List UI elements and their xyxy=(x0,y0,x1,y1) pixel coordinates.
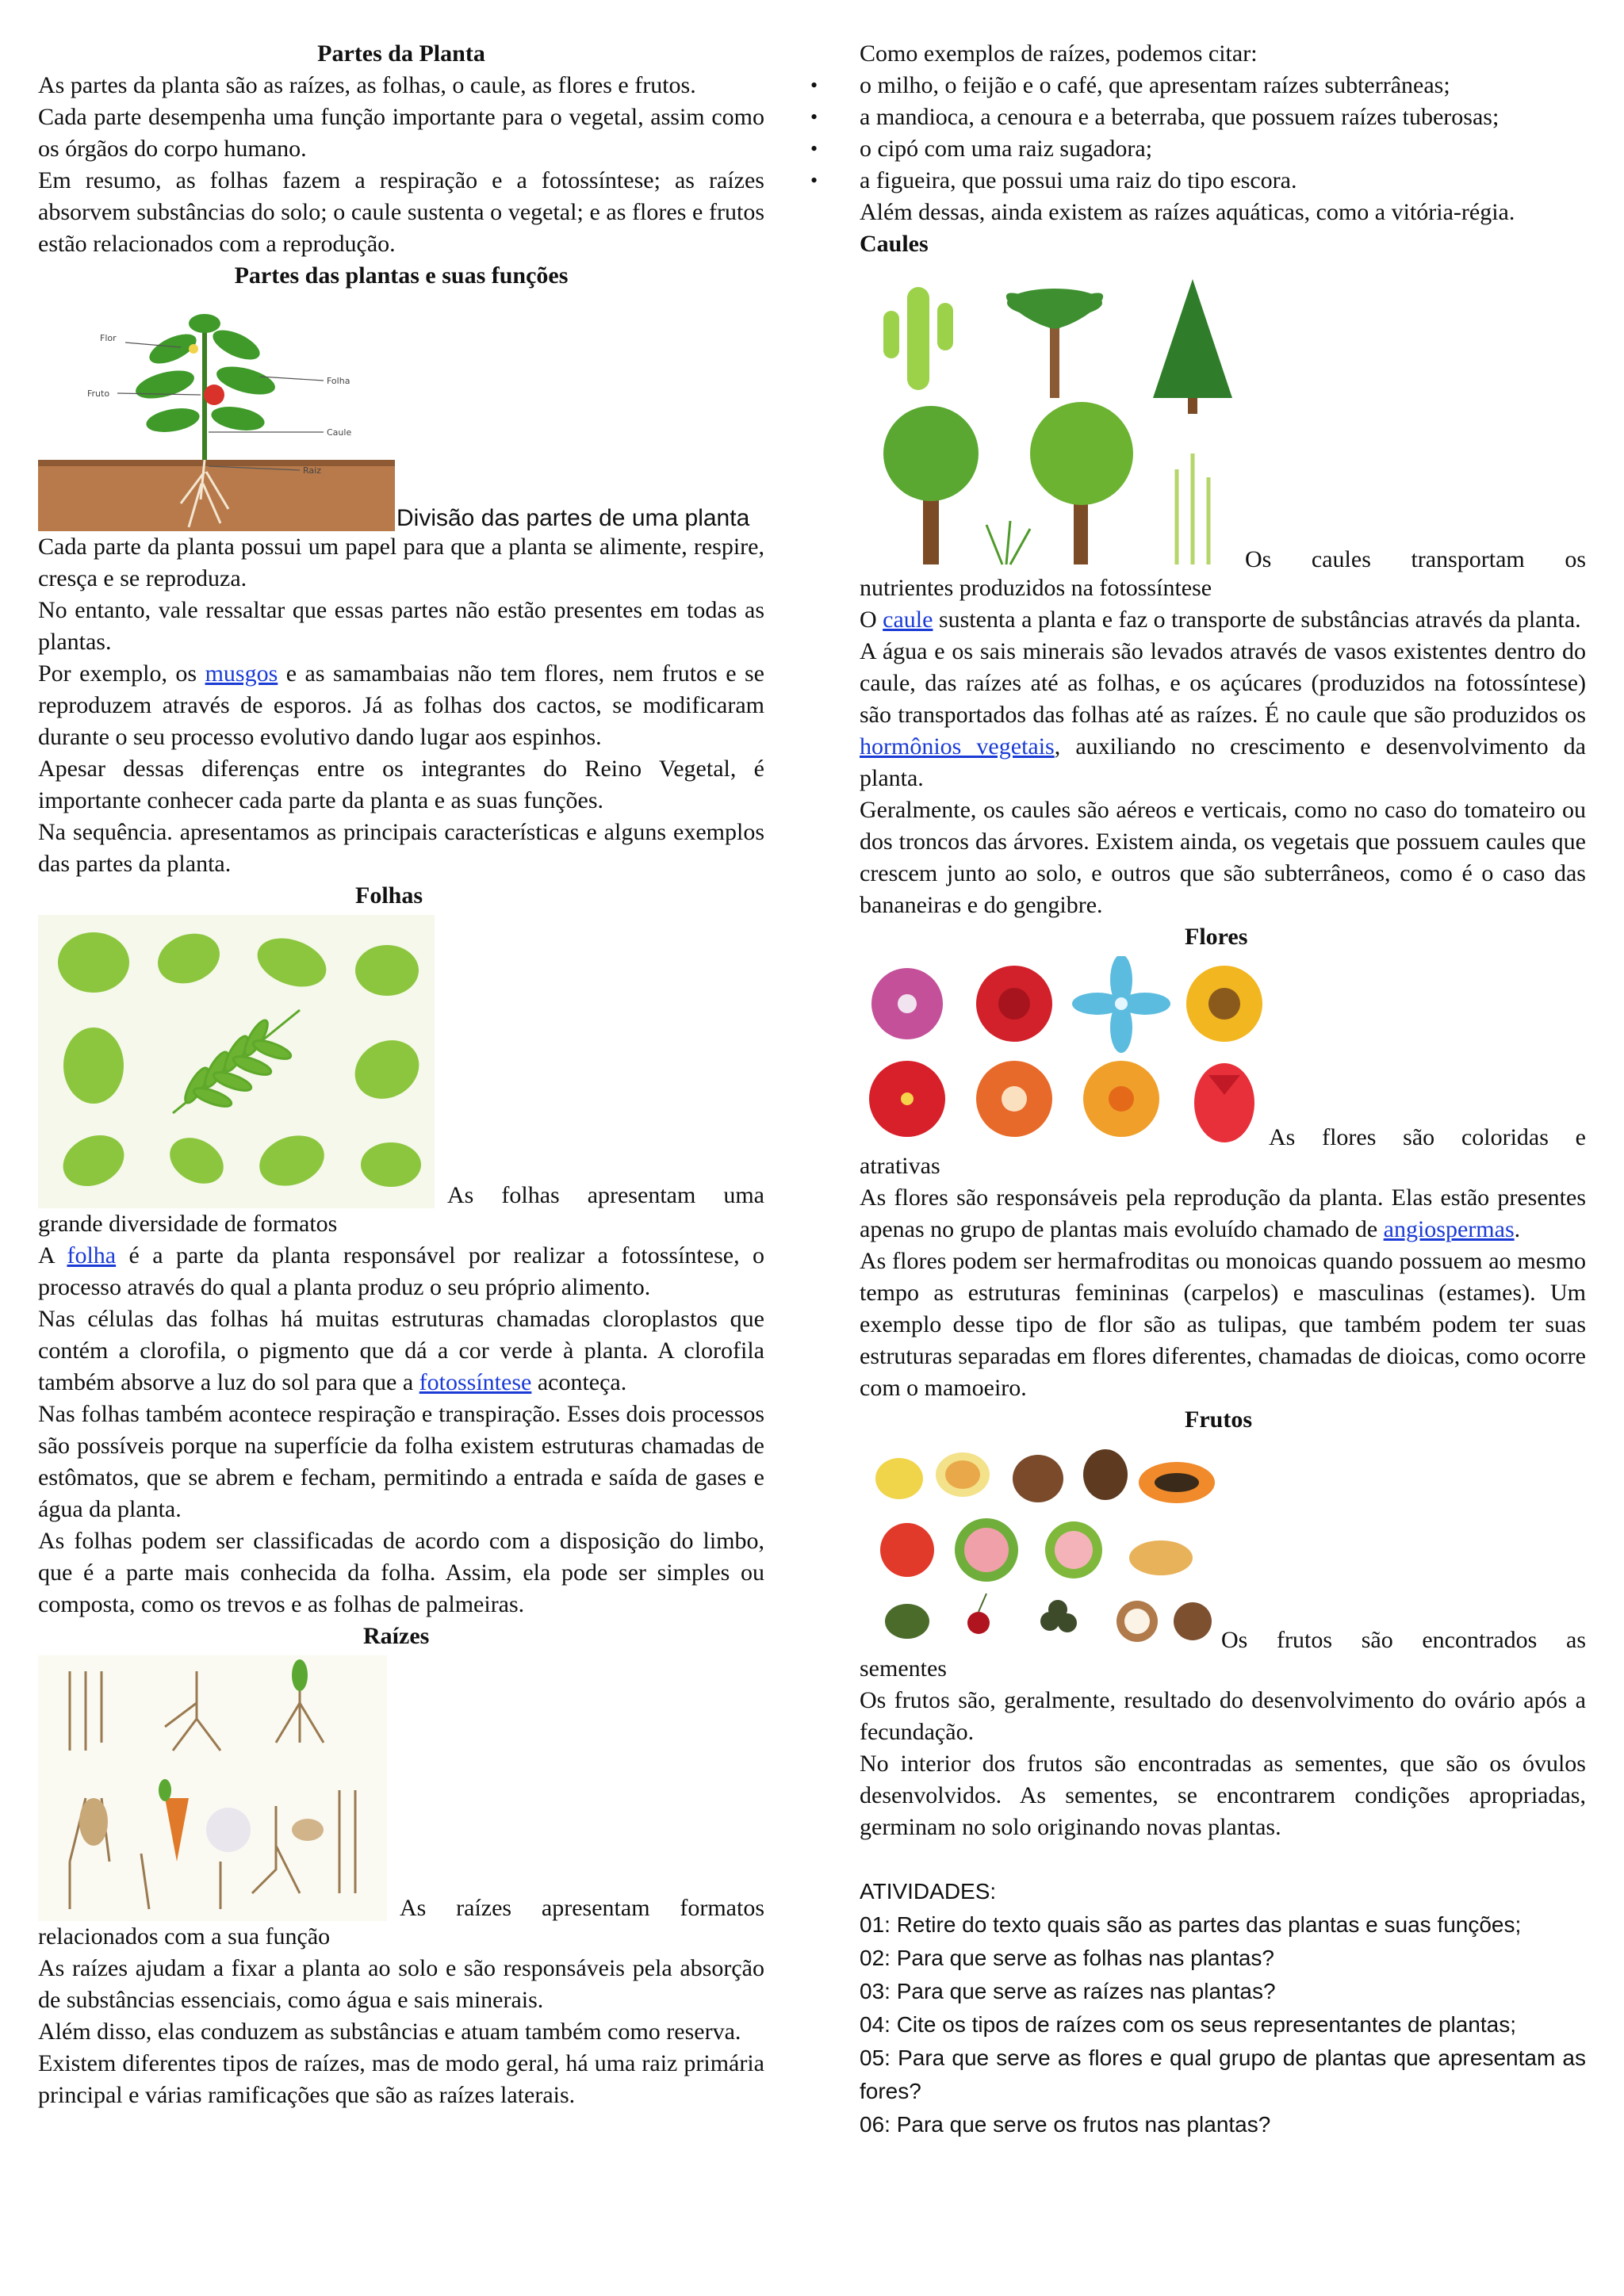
raizes-caption-a: As raízes apresentam formatos xyxy=(400,1895,764,1921)
diagram-label-folha: Folha xyxy=(327,376,350,386)
stems-image xyxy=(860,263,1245,572)
diagram-label-flor: Flor xyxy=(100,333,117,343)
right-column xyxy=(860,38,1586,2141)
diagram-label-raiz: Raiz xyxy=(303,465,321,476)
flores-caption-a: As flores são coloridas e xyxy=(1269,1124,1586,1150)
atividade-item: 02: Para que serve as folhas nas plantas? xyxy=(860,1946,1275,1970)
caule-link[interactable]: caule xyxy=(883,607,933,633)
caules-figure-row xyxy=(860,263,1586,572)
raizes-paragraph-3: Existem diferentes tipos de raízes, mas de modo geral, há uma raiz primária principal e várias ramificações que são as raízes laterais. xyxy=(38,2050,764,2108)
intro-paragraph-1: As partes da planta são as raízes, as folhas, o caule, as flores e frutos. xyxy=(38,72,696,98)
caules-paragraph-2: A água e os sais minerais são levados através de vasos existentes dentro do caule, das raízes até as folhas, e os açúcares (produzidos na fotossíntese) são transportados das folhas até as raízes. É no caule que são produzidos os hormônios vegetais, auxiliando no crescimento e desenvolvimento da planta. xyxy=(860,638,1586,791)
raizes-figure-row xyxy=(38,1655,764,1921)
fotossintese-link[interactable]: fotossíntese xyxy=(419,1369,532,1395)
leaves-image xyxy=(38,915,435,1208)
frutos-paragraph-1: Os frutos são, geralmente, resultado do desenvolvimento do ovário após a fecundação. xyxy=(860,1687,1586,1745)
musgos-link[interactable]: musgos xyxy=(205,660,278,687)
folhas-paragraph-4: As folhas podem ser classificadas de acordo com a disposição do limbo, que é a parte mais conhecida da folha. Assim, ela pode ser simples ou composta, como os trevos e as folhas de palmeiras. xyxy=(38,1528,764,1617)
intro-paragraph-2: Cada parte desempenha uma função importante para o vegetal, assim como os órgãos do corpo humano. xyxy=(38,104,764,162)
parts-paragraph-3: Por exemplo, os musgos e as samambaias não tem flores, nem frutos e se reproduzem através de esporos. Já as folhas dos cactos, se modificaram durante o seu processo evolutivo dando lugar aos espinhos. xyxy=(38,660,764,750)
raizes-caption-b: relacionados com a sua função xyxy=(38,1923,331,1950)
section-subtitle: Partes das plantas e suas funções xyxy=(234,262,569,289)
atividade-item: 04: Cite os tipos de raízes com os seus representantes de plantas; xyxy=(860,2012,1517,2037)
folhas-figure-row xyxy=(38,915,764,1208)
frutos-caption-b: sementes xyxy=(860,1655,947,1682)
raizes-examples-list xyxy=(860,70,1586,197)
atividade-item: 06: Para que serve os frutos nas plantas? xyxy=(860,2112,1271,2137)
frutos-paragraph-2: No interior dos frutos são encontradas as sementes, que são os óvulos desenvolvidos. As sementes, se encontrarem condições apropriadas, germinam no solo originando novas plantas. xyxy=(860,1751,1586,1840)
flores-paragraph-1: As flores são responsáveis pela reprodução da planta. Elas estão presentes apenas no grupo de plantas mais evoluído chamado de angiospermas. xyxy=(860,1184,1586,1242)
folhas-caption-a: As folhas apresentam uma xyxy=(447,1182,764,1208)
folhas-heading: Folhas xyxy=(355,882,423,909)
roots-image xyxy=(38,1655,387,1921)
caules-heading: Caules xyxy=(860,231,929,257)
atividade-item: 05: Para que serve as flores e qual grupo de plantas que apresentam as fores? xyxy=(860,2045,1586,2103)
plant-diagram-row xyxy=(38,301,764,531)
parts-paragraph-4: Apesar dessas diferenças entre os integrantes do Reino Vegetal, é importante conhecer cada parte da planta e as suas funções. xyxy=(38,756,764,813)
raizes-paragraph-1: As raízes ajudam a fixar a planta ao solo e são responsáveis pela absorção de substâncias essenciais, como água e sais minerais. xyxy=(38,1955,764,2013)
caules-caption-a: Os caules transportam os xyxy=(1245,546,1586,572)
flores-heading: Flores xyxy=(1185,924,1248,950)
raizes-paragraph-2: Além disso, elas conduzem as substâncias e atuam também como reserva. xyxy=(38,2019,741,2045)
parts-paragraph-5: Na sequência. apresentamos as principais características e alguns exemplos das partes da planta. xyxy=(38,819,764,877)
frutos-figure-row xyxy=(860,1439,1586,1653)
parts-paragraph-1: Cada parte da planta possui um papel para que a planta se alimente, respire, cresça e se reproduza. xyxy=(38,534,764,591)
flores-paragraph-2: As flores podem ser hermafroditas ou monoicas quando possuem ao mesmo tempo as estruturas femininas (carpelos) e masculinas (estames). Um exemplo desse tipo de flor são as tulipas, que também podem ter suas estruturas separadas em flores diferentes, chamadas de dioicas, como ocorre com o mamoeiro. xyxy=(860,1248,1586,1401)
folhas-paragraph-3: Nas folhas também acontece respiração e transpiração. Esses dois processos são possíveis porque na superfície da folha existem estruturas chamadas de estômatos, que se abrem e fecham, permitindo a entrada e saída de gases e água da planta. xyxy=(38,1401,764,1522)
diagram-label-caule: Caule xyxy=(327,427,352,438)
angiospermas-link[interactable]: angiospermas xyxy=(1383,1216,1515,1242)
flores-caption-b: atrativas xyxy=(860,1153,940,1179)
raizes-aquaticas-paragraph: Além dessas, ainda existem as raízes aquáticas, como a vitória-régia. xyxy=(860,199,1515,225)
atividade-item: 01: Retire do texto quais são as partes das plantas e suas funções; xyxy=(860,1912,1522,1937)
frutos-caption-a: Os frutos são encontrados as xyxy=(1221,1627,1586,1653)
folhas-caption-b: grande diversidade de formatos xyxy=(38,1211,338,1237)
raizes-examples-intro: Como exemplos de raízes, podemos citar: xyxy=(860,40,1258,67)
caules-paragraph-3: Geralmente, os caules são aéreos e verticais, como no caso do tomateiro ou dos troncos das árvores. Existem ainda, os vegetais que possuem caules que crescem junto ao solo, e outros que são subterrâneos, como é o caso das bananeiras e do gengibre. xyxy=(860,797,1586,918)
raizes-heading: Raízes xyxy=(363,1623,430,1649)
list-item: • o cipó com uma raiz sugadora; xyxy=(860,133,1586,165)
flores-figure-row xyxy=(860,956,1586,1150)
folha-link[interactable]: folha xyxy=(67,1242,117,1269)
flowers-image xyxy=(860,956,1272,1150)
atividade-item: 03: Para que serve as raízes nas plantas? xyxy=(860,1979,1276,2003)
list-item: • o milho, o feijão e o café, que apresentam raízes subterrâneas; xyxy=(860,70,1586,101)
list-item: • a mandioca, a cenoura e a beterraba, que possuem raízes tuberosas; xyxy=(860,101,1586,133)
intro-paragraph-3: Em resumo, as folhas fazem a respiração e a fotossíntese; as raízes absorvem substâncias do solo; o caule sustenta o vegetal; e as flores e frutos estão relacionados com a reprodução. xyxy=(38,167,764,257)
hormonios-vegetais-link[interactable]: hormônios vegetais xyxy=(860,733,1055,760)
atividades-heading: ATIVIDADES: xyxy=(860,1879,997,1904)
left-column xyxy=(38,38,764,2111)
caules-paragraph-1: O caule sustenta a planta e faz o transporte de substâncias através da planta. xyxy=(860,607,1581,633)
fruits-image xyxy=(860,1439,1224,1653)
plant-parts-diagram xyxy=(38,301,395,531)
parts-paragraph-2: No entanto, vale ressaltar que essas partes não estão presentes em todas as plantas. xyxy=(38,597,764,655)
frutos-heading: Frutos xyxy=(1185,1406,1252,1433)
page-title: Partes da Planta xyxy=(317,40,485,67)
list-item: • a figueira, que possui uma raiz do tipo escora. xyxy=(860,165,1586,197)
diagram-label-fruto: Fruto xyxy=(87,388,110,399)
folhas-paragraph-2: Nas células das folhas há muitas estruturas chamadas cloroplastos que contém a clorofila, o pigmento que dá a cor verde à planta. A clorofila também absorve a luz do sol para que a fotossíntese aconteça. xyxy=(38,1306,764,1395)
plant-diagram-caption: Divisão das partes de uma planta xyxy=(396,505,750,531)
caules-caption-b: nutrientes produzidos na fotossíntese xyxy=(860,575,1212,601)
folhas-paragraph-1: A folha é a parte da planta responsável por realizar a fotossíntese, o processo através do qual a planta produz o seu próprio alimento. xyxy=(38,1242,764,1300)
